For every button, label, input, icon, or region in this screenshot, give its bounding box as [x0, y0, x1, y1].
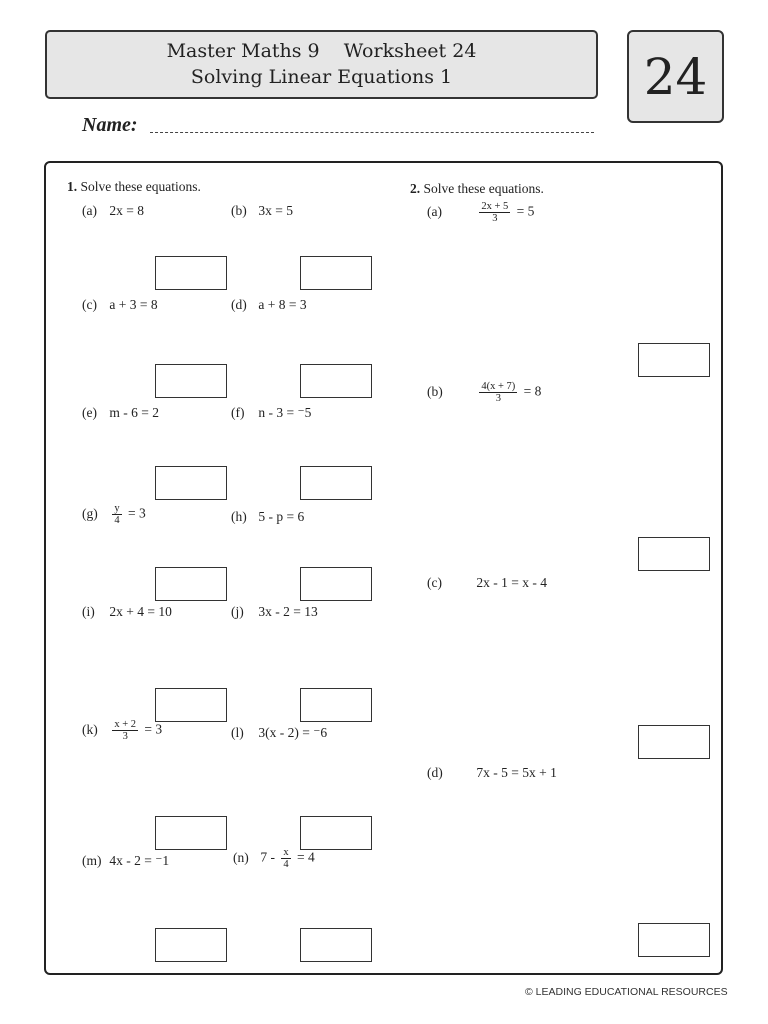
copyright-footer: © LEADING EDUCATIONAL RESOURCES	[525, 986, 728, 998]
q1-item-g: (g) $\frac{y}{4}$ = 3	[82, 503, 146, 526]
answer-box-q1n[interactable]	[300, 928, 372, 962]
q1-item-m: (m) 4x - 2 = ⁻1	[82, 853, 170, 868]
q2-item-b: (b) $\frac{4(x + 7)}{3}$ = 8	[427, 381, 542, 404]
worksheet-subtitle: Solving Linear Equations 1	[190, 66, 453, 88]
answer-box-q1i[interactable]	[155, 688, 227, 722]
q1-item-e: (e) m - 6 = 2	[82, 405, 159, 420]
q1-item-h: (h) 5 - p = 6	[231, 509, 305, 524]
q2-item-d: (d) 7x - 5 = 5x + 1	[427, 765, 557, 780]
q1-item-j: (j) 3x - 2 = 13	[231, 604, 318, 619]
answer-box-q1g[interactable]	[155, 567, 227, 601]
q1-item-a: (a) 2x = 8	[82, 203, 144, 218]
worksheet-title-box	[45, 30, 598, 99]
name-label: Name:	[82, 114, 138, 136]
worksheet-title: Master Maths 9 Worksheet 24	[166, 40, 477, 62]
q1-item-f: (f) n - 3 = ⁻5	[231, 405, 312, 420]
q1-item-d: (d) a + 8 = 3	[231, 297, 307, 312]
q1-heading: 1. Solve these equations.	[67, 179, 201, 194]
q2-item-c: (c) 2x - 1 = x - 4	[427, 575, 547, 590]
answer-box-q1b[interactable]	[300, 256, 372, 290]
answer-box-q2c[interactable]	[638, 725, 710, 759]
answer-box-q1d[interactable]	[300, 364, 372, 398]
answer-box-q1c[interactable]	[155, 364, 227, 398]
answer-box-q2b[interactable]	[638, 537, 710, 571]
answer-box-q1m[interactable]	[155, 928, 227, 962]
q1-item-l: (l) 3(x - 2) = ⁻6	[231, 725, 328, 740]
q1-item-c: (c) a + 3 = 8	[82, 297, 158, 312]
answer-box-q2d[interactable]	[638, 923, 710, 957]
q1-item-b: (b) 3x = 5	[231, 203, 293, 218]
q1-item-i: (i) 2x + 4 = 10	[82, 604, 172, 619]
answer-box-q1j[interactable]	[300, 688, 372, 722]
answer-box-q1f[interactable]	[300, 466, 372, 500]
q2-item-a: (a) $\frac{2x + 5}{3}$ = 5	[427, 201, 535, 224]
answer-box-q1k[interactable]	[155, 816, 227, 850]
q2-heading: 2. Solve these equations.	[410, 181, 544, 196]
q1-item-n: (n) 7 - $\frac{x}{4}$ = 4	[233, 847, 315, 870]
answer-box-q1a[interactable]	[155, 256, 227, 290]
name-field-line[interactable]	[150, 132, 594, 133]
q1-item-k: (k) $\frac{x + 2}{3}$ = 3	[82, 719, 163, 742]
answer-box-q2a[interactable]	[638, 343, 710, 377]
answer-box-q1h[interactable]	[300, 567, 372, 601]
answer-box-q1e[interactable]	[155, 466, 227, 500]
answer-box-q1l[interactable]	[300, 816, 372, 850]
worksheet-number-box	[627, 30, 724, 123]
worksheet-number: 24	[643, 47, 708, 106]
